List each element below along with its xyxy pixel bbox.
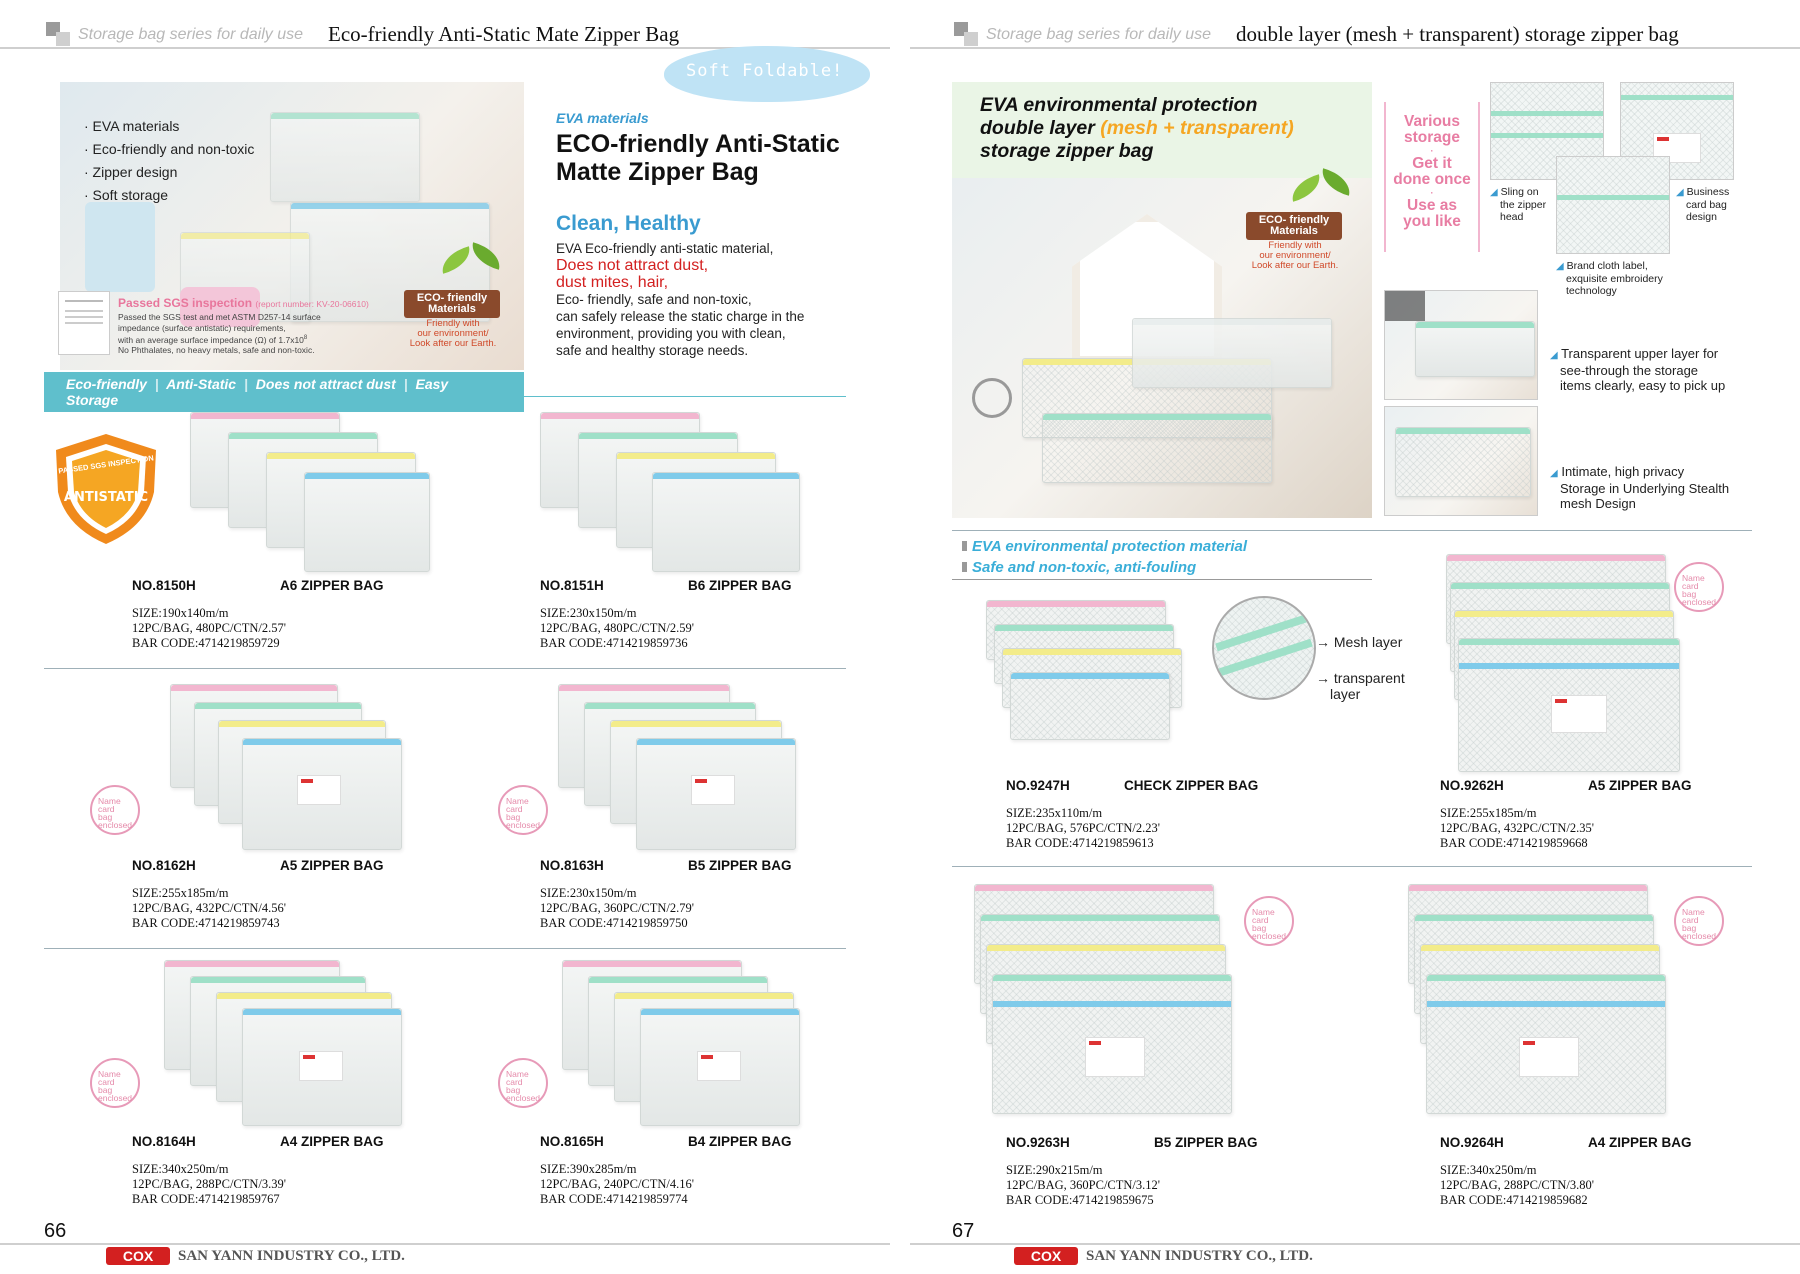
- bag-blue: [636, 738, 796, 850]
- business-card-caption: [1676, 186, 1729, 223]
- eva-label: EVA materials: [556, 110, 649, 126]
- main-title-line: Matte Zipper Bag: [556, 158, 759, 186]
- product-pack: 12PC/BAG, 240PC/CTN/4.16': [540, 1177, 695, 1191]
- product-pack: 12PC/BAG, 576PC/CTN/2.23': [1006, 821, 1161, 835]
- tagline-line: Get it: [1412, 155, 1452, 172]
- eco-badge-line: Materials: [428, 303, 476, 315]
- feature-bar-item: Easy Storage: [66, 376, 449, 408]
- caption-line: Sling on: [1500, 186, 1539, 198]
- arrow-right-icon: →: [1316, 634, 1330, 650]
- product-barcode: BAR CODE:4714219859750: [540, 916, 688, 930]
- eco-note-line: our environment/: [1259, 250, 1331, 261]
- tagline-line: storage: [1404, 129, 1460, 146]
- sgs-text: No Phthalates, no heavy metals, safe and non-toxic.: [118, 345, 315, 356]
- tagline-line: Various: [1404, 113, 1460, 130]
- product-name: B5 ZIPPER BAG: [1154, 1135, 1258, 1150]
- material-taglines: [962, 536, 1247, 578]
- material-line: EVA environmental protection material: [972, 538, 1248, 555]
- arrow-right-icon: →: [1316, 670, 1330, 686]
- caption-line: see-through the storage: [1560, 363, 1699, 378]
- bag-blue: [242, 1008, 402, 1126]
- sgs-title: Passed SGS inspection: [118, 296, 253, 310]
- desc-highlight: Does not attract dust,: [556, 257, 709, 274]
- brand-label-caption: [1556, 260, 1663, 297]
- product-barcode: BAR CODE:4714219859675: [1006, 1193, 1154, 1207]
- product-pack: 12PC/BAG, 432PC/CTN/4.56': [132, 901, 287, 915]
- product-pack: 12PC/BAG, 360PC/CTN/3.12': [1006, 1178, 1161, 1192]
- magnifier-image: [1212, 596, 1316, 700]
- product-number: NO.8163H: [540, 858, 604, 873]
- description: [556, 240, 804, 359]
- desc-line: safe and healthy storage needs.: [556, 343, 749, 358]
- product-size: SIZE:255x185m/m: [132, 886, 229, 900]
- feature-bar-item: Anti-Static: [166, 376, 237, 392]
- company-name: SAN YANN INDUSTRY CO., LTD.: [1086, 1248, 1313, 1264]
- bag-blue: [1010, 672, 1170, 740]
- pointer-icon: ◢: [1676, 187, 1684, 198]
- mesh-layer-text: Mesh layer: [1333, 634, 1403, 650]
- product-number: NO.9263H: [1006, 1135, 1070, 1150]
- intimate-caption: [1550, 464, 1729, 511]
- product-spec: [1440, 1163, 1594, 1208]
- bag-blue: [1458, 638, 1680, 772]
- product-spec: [540, 1162, 694, 1207]
- transparent-layer-text: transparent: [1333, 670, 1405, 686]
- product-barcode: BAR CODE:4714219859767: [132, 1192, 280, 1206]
- cox-logo: COX: [106, 1247, 170, 1265]
- product-spec: [1006, 1163, 1160, 1208]
- main-title: [556, 130, 840, 186]
- product-name: A5 ZIPPER BAG: [1588, 778, 1692, 793]
- product-number: NO.8151H: [540, 578, 604, 593]
- product-pack: 12PC/BAG, 480PC/CTN/2.57': [132, 621, 287, 635]
- clean-heading: Clean, Healthy: [556, 212, 701, 235]
- hero-bag-green: [1042, 413, 1272, 483]
- eco-badge-line: ECO- friendly: [1258, 214, 1330, 226]
- mask-image: [85, 202, 155, 292]
- tagline-line: Use as: [1407, 197, 1457, 214]
- eco-note-line: Friendly with: [426, 318, 480, 329]
- tagline-line: done once: [1393, 171, 1471, 188]
- product-image-9262h: [1440, 554, 1680, 774]
- product-name: A6 ZIPPER BAG: [280, 578, 384, 593]
- product-size: SIZE:390x285m/m: [540, 1162, 637, 1176]
- shield-ring-text: PASSED SGS INSPECTION: [57, 453, 155, 476]
- product-name: B5 ZIPPER BAG: [688, 858, 792, 873]
- hero-title-line: storage zipper bag: [980, 140, 1154, 162]
- product-pack: 12PC/BAG, 360PC/CTN/2.79': [540, 901, 695, 915]
- product-barcode: BAR CODE:4714219859729: [132, 636, 280, 650]
- feature-bar-item: Eco-friendly: [66, 376, 147, 392]
- hero-bag-clear: [1132, 318, 1332, 388]
- hero-title-panel: [952, 82, 1372, 178]
- product-name: A5 ZIPPER BAG: [280, 858, 384, 873]
- product-pack: 12PC/BAG, 288PC/CTN/3.39': [132, 1177, 287, 1191]
- header-subtitle: Storage bag series for daily use: [986, 26, 1212, 43]
- product-number: NO.8162H: [132, 858, 196, 873]
- eco-note: [1240, 241, 1350, 271]
- caption-line: head: [1500, 211, 1524, 223]
- cloud-badge: [664, 46, 870, 102]
- product-number: NO.9247H: [1006, 778, 1070, 793]
- caption-line: Transparent upper layer for: [1561, 346, 1719, 361]
- name-card-badge: Name card bag enclosed: [498, 1058, 548, 1108]
- product-number: NO.9264H: [1440, 1135, 1504, 1150]
- shield-text: ANTISTATIC: [63, 490, 149, 505]
- bullet-icon: [962, 562, 967, 572]
- product-size: SIZE:290x215m/m: [1006, 1163, 1103, 1177]
- product-image-8164h: [150, 960, 410, 1128]
- mesh-layer-image: [1384, 406, 1538, 516]
- product-number: NO.9262H: [1440, 778, 1504, 793]
- footer-rule: [910, 1243, 1800, 1245]
- desc-line: EVA Eco-friendly anti-static material,: [556, 241, 774, 256]
- bag-blue: [1426, 974, 1666, 1114]
- page-number: 66: [44, 1220, 67, 1242]
- product-spec: [540, 886, 694, 931]
- caption-line: Business: [1686, 186, 1730, 198]
- desc-highlight: dust mites, hair,: [556, 274, 669, 291]
- feature-bar-rule: [524, 396, 846, 397]
- company-name: SAN YANN INDUSTRY CO., LTD.: [178, 1248, 405, 1264]
- eco-note-line: Look after our Earth.: [1251, 260, 1339, 271]
- product-barcode: BAR CODE:4714219859613: [1006, 836, 1154, 850]
- product-barcode: BAR CODE:4714219859682: [1440, 1193, 1588, 1207]
- product-pack: 12PC/BAG, 288PC/CTN/3.80': [1440, 1178, 1595, 1192]
- feature-item: · Soft storage: [84, 187, 169, 203]
- product-image-9247h: [960, 594, 1210, 744]
- product-name: B6 ZIPPER BAG: [688, 578, 792, 593]
- product-size: SIZE:230x150m/m: [540, 886, 637, 900]
- product-name: A4 ZIPPER BAG: [1588, 1135, 1692, 1150]
- antistatic-shield-icon: [46, 432, 166, 546]
- name-card-badge: Name card bag enclosed: [1244, 896, 1294, 946]
- product-number: NO.8164H: [132, 1134, 196, 1149]
- main-title-line: ECO-friendly Anti-Static: [556, 130, 840, 158]
- hero-title-line: EVA environmental protection: [980, 94, 1258, 116]
- tagline-line: you like: [1403, 213, 1461, 230]
- product-barcode: BAR CODE:4714219859668: [1440, 836, 1588, 850]
- product-size: SIZE:230x150m/m: [540, 606, 637, 620]
- sgs-report: (report number: KV-20-06610): [255, 299, 369, 309]
- caption-line: the zipper: [1500, 199, 1547, 211]
- pink-tagline: Various storage · Get it done once · Use as you like: [1386, 114, 1478, 230]
- section-divider: [952, 866, 1752, 867]
- sgs-text: with an average surface impedance (Ω) of 1.7x10: [118, 334, 304, 345]
- bag-blue: [304, 472, 430, 572]
- hero-title-highlight: (mesh + transparent): [1100, 117, 1294, 139]
- product-image-8163h: [548, 684, 808, 854]
- mesh-layer-label: [1316, 634, 1402, 650]
- sgs-text: Passed the SGS test and met ASTM D257-14 surface: [118, 312, 321, 322]
- feature-bar-item: Does not attract dust: [255, 376, 396, 392]
- product-size: SIZE:340x250m/m: [132, 1162, 229, 1176]
- footer-rule: [0, 1243, 890, 1245]
- feature-bar: Eco-friendly | Anti-Static | Does not attract dust | Easy Storage: [44, 372, 524, 412]
- section-divider: [952, 530, 1752, 531]
- calculator-image: [1385, 291, 1425, 321]
- product-name: CHECK ZIPPER BAG: [1124, 778, 1259, 793]
- bag-blue: [640, 1008, 800, 1126]
- sling-caption: [1490, 186, 1546, 223]
- caption-line: items clearly, easy to pick up: [1560, 378, 1726, 393]
- header-logo-icon: [954, 22, 980, 48]
- eco-note-line: our environment/: [417, 328, 489, 339]
- bullet-icon: [962, 541, 967, 551]
- product-image-8151h: [540, 412, 800, 572]
- product-size: SIZE:340x250m/m: [1440, 1163, 1537, 1177]
- material-line: Safe and non-toxic, anti-fouling: [972, 559, 1197, 576]
- eco-badge: [1246, 212, 1342, 240]
- product-spec: [132, 886, 286, 931]
- caption-line: Storage in Underlying Stealth: [1560, 481, 1730, 496]
- product-number: NO.8165H: [540, 1134, 604, 1149]
- transparent-layer-label: [1316, 670, 1405, 702]
- transparent-layer-image: [1384, 290, 1538, 400]
- bag-green: [1415, 321, 1535, 377]
- section-divider: [44, 948, 846, 949]
- product-number: NO.8150H: [132, 578, 196, 593]
- caption-line: technology: [1566, 285, 1617, 297]
- feature-list: [84, 115, 254, 207]
- product-size: SIZE:255x185m/m: [1440, 806, 1537, 820]
- product-image-8162h: [150, 684, 410, 854]
- caption-line: card bag: [1686, 199, 1727, 211]
- desc-line: environment, providing you with clean,: [556, 326, 786, 341]
- name-card-badge: Name card bag enclosed: [498, 785, 548, 835]
- product-pack: 12PC/BAG, 432PC/CTN/2.35': [1440, 821, 1595, 835]
- product-spec: [132, 1162, 286, 1207]
- product-barcode: BAR CODE:4714219859774: [540, 1192, 688, 1206]
- eco-note-line: Look after our Earth.: [409, 338, 497, 349]
- product-image-8150h: [180, 412, 430, 572]
- name-card-badge: Name card bag enclosed: [1674, 896, 1724, 946]
- product-name: A4 ZIPPER BAG: [280, 1134, 384, 1149]
- pink-tagline-box: [1384, 102, 1480, 252]
- product-spec: [540, 606, 694, 651]
- eco-note: [398, 319, 508, 349]
- pointer-icon: ◢: [1556, 261, 1564, 272]
- product-barcode: BAR CODE:4714219859736: [540, 636, 688, 650]
- detail-label-image: [1556, 156, 1670, 254]
- transparent-layer-text: layer: [1330, 686, 1361, 702]
- sgs-block: Passed SGS inspection (report number: KV-20-06610) Passed the SGS test and met ASTM D257-14 surface impedance (surface antistatic) requirements, with an average surface impedance (Ω) of $1.7x10^8$ No Phthalates, no heavy metals, safe and non-toxic.: [118, 296, 378, 356]
- product-image-8165h: [556, 960, 816, 1128]
- feature-item: · Eco-friendly and non-toxic: [84, 141, 255, 157]
- product-image-9263h: [966, 880, 1246, 1120]
- product-spec: [1440, 806, 1594, 851]
- pointer-icon: ◢: [1550, 468, 1558, 479]
- transparent-caption: [1550, 346, 1725, 393]
- section-divider: [44, 668, 846, 669]
- pointer-icon: ◢: [1550, 350, 1558, 361]
- sgs-text: impedance (surface antistatic) requirements,: [118, 322, 286, 333]
- cox-logo: COX: [1014, 1247, 1078, 1265]
- cloud-label: Soft Foldable!: [686, 61, 844, 81]
- bag-blue: [992, 974, 1232, 1114]
- product-size: SIZE:190x140m/m: [132, 606, 229, 620]
- product-barcode: BAR CODE:4714219859743: [132, 916, 280, 930]
- caption-line: Intimate, high privacy: [1561, 464, 1685, 479]
- product-spec: [1006, 806, 1160, 851]
- header-title: double layer (mesh + transparent) storage zipper bag: [1236, 22, 1679, 46]
- eco-badge-line: Materials: [1270, 225, 1318, 237]
- header-logo-icon: [46, 22, 72, 48]
- product-image-9264h: [1400, 880, 1680, 1120]
- product-size: SIZE:235x110m/m: [1006, 806, 1103, 820]
- header-rule: [910, 47, 1800, 49]
- caption-line: exquisite embroidery: [1566, 273, 1663, 285]
- bag-mesh: [1395, 427, 1531, 497]
- hero-title: [980, 94, 1294, 163]
- bag-blue: [652, 472, 800, 572]
- header-title: Eco-friendly Anti-Static Mate Zipper Bag: [328, 22, 680, 46]
- caption-line: Brand cloth label,: [1566, 260, 1648, 272]
- eco-badge-line: ECO- friendly: [416, 292, 488, 304]
- feature-item: · EVA materials: [84, 118, 180, 134]
- hero-bag-1: [270, 112, 420, 202]
- hero-title-line: double layer: [980, 117, 1101, 139]
- pointer-icon: ◢: [1490, 187, 1498, 198]
- caption-line: design: [1686, 211, 1717, 223]
- product-spec: [132, 606, 286, 651]
- material-rule: [952, 579, 1372, 580]
- product-name: B4 ZIPPER BAG: [688, 1134, 792, 1149]
- page-number: 67: [952, 1220, 975, 1242]
- eco-badge: [404, 290, 500, 318]
- desc-line: Eco- friendly, safe and non-toxic,: [556, 292, 752, 307]
- header-subtitle: Storage bag series for daily use: [78, 26, 304, 43]
- desc-line: can safely release the static charge in the: [556, 309, 805, 324]
- caption-line: mesh Design: [1560, 496, 1636, 511]
- eco-note-line: Friendly with: [1268, 240, 1322, 251]
- sgs-certificate-image: [58, 291, 110, 355]
- product-pack: 12PC/BAG, 480PC/CTN/2.59': [540, 621, 695, 635]
- glasses-image: [972, 378, 1012, 418]
- name-card-badge: Name card bag enclosed: [90, 1058, 140, 1108]
- bag-blue: [242, 738, 402, 850]
- feature-item: · Zipper design: [84, 164, 178, 180]
- name-card-badge: Name card bag enclosed: [90, 785, 140, 835]
- name-card-badge: Name card bag enclosed: [1674, 562, 1724, 612]
